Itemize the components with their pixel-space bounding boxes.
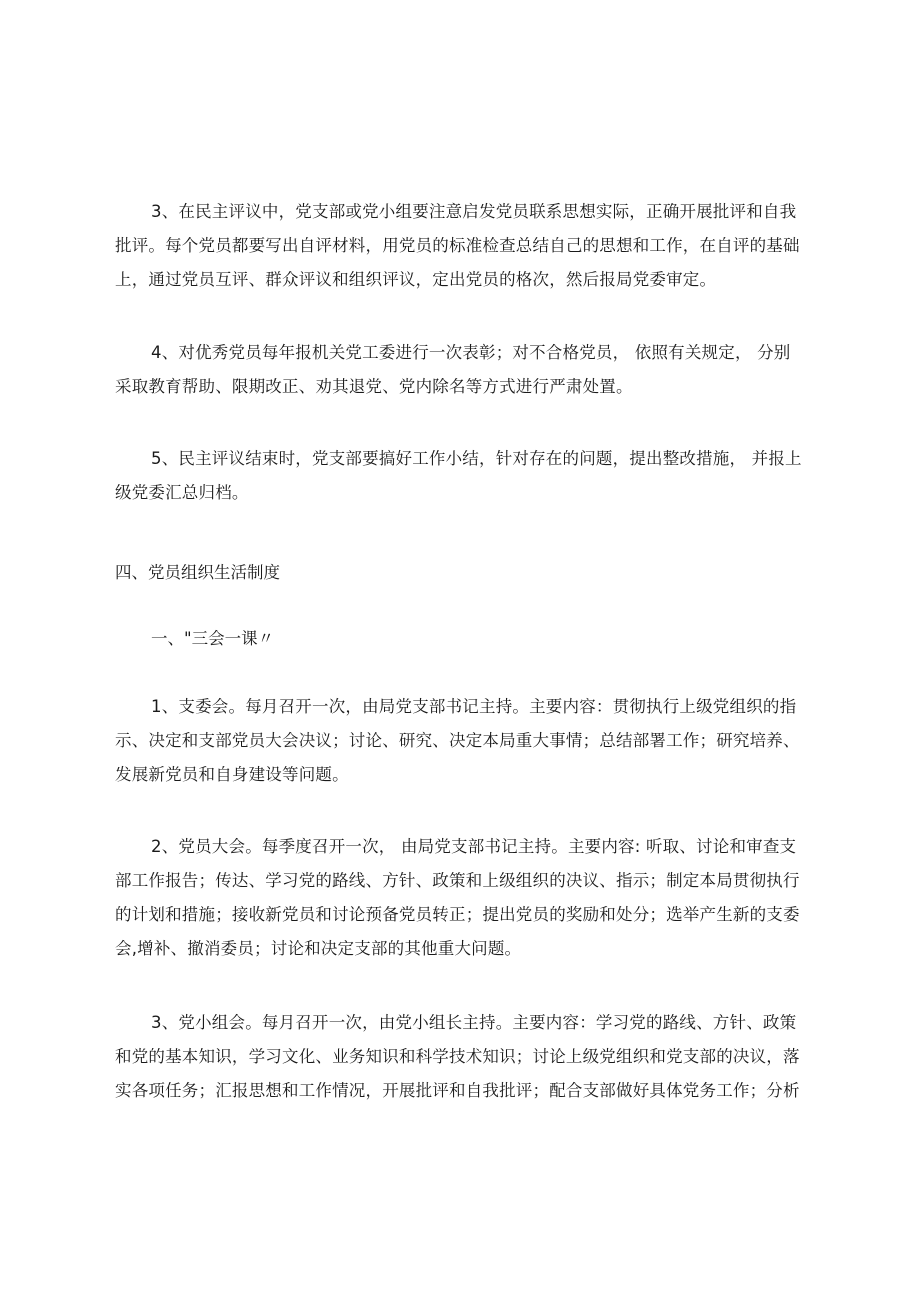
- text-line: 部工作报告；传达、学习党的路线、方针、政策和上级组织的决议、指示；制定本局贯彻执行: [115, 871, 800, 890]
- paragraph-member-assembly: [115, 830, 815, 966]
- text-line: 会,增补、撤消委员；讨论和决定支部的其他重大问题。: [115, 939, 522, 958]
- text-line: 3、党小组会。每月召开一次，由党小组长主持。主要内容：学习党的路线、方针、政策: [151, 1013, 797, 1032]
- subsection-heading: 一、"三会一课〃: [151, 629, 275, 648]
- text-line: 2、党员大会。每季度召开一次， 由局党支部书记主持。主要内容: 听取、讨论和审查支: [151, 837, 797, 856]
- text-line: 示、决定和支部党员大会决议；讨论、研究、决定本局重大事情；总结部署工作；研究培养、: [115, 731, 800, 750]
- paragraph-group-meeting: [115, 1006, 815, 1108]
- text-line: 级党委汇总归档。: [115, 483, 249, 502]
- text-line: 4、对优秀党员每年报机关党工委进行一次表彰；对不合格党员， 依照有关规定， 分别: [151, 343, 791, 362]
- text-line: 5、民主评议结束时，党支部要搞好工作小结，针对存在的问题，提出整改措施， 并报上: [151, 449, 802, 468]
- text-line: 的计划和措施；接收新党员和讨论预备党员转正；提出党员的奖励和处分；选举产生新的支委: [115, 905, 800, 924]
- section-heading: 四、党员组织生活制度: [115, 563, 280, 582]
- text-line: 和党的基本知识，学习文化、业务知识和科学技术知识；讨论上级党组织和党支部的决议，落: [115, 1047, 800, 1066]
- paragraph-democratic-review: [115, 195, 815, 297]
- paragraph-committee-meeting: [115, 690, 815, 792]
- paragraph-commendation: [115, 336, 815, 404]
- paragraph-review-summary: [115, 442, 815, 510]
- text-line: 发展新党员和自身建设等问题。: [115, 765, 349, 784]
- text-line: 3、在民主评议中，党支部或党小组要注意启发党员联系思想实际，正确开展批评和自我: [151, 202, 797, 221]
- text-line: 1、支委会。每月召开一次，由局党支部书记主持。主要内容：贯彻执行上级党组织的指: [151, 697, 797, 716]
- text-line: 实各项任务；汇报思想和工作情况，开展批评和自我批评；配合支部做好具体党务工作；分析: [115, 1081, 800, 1100]
- text-line: 批评。每个党员都要写出自评材料，用党员的标准检查总结自己的思想和工作，在自评的基础: [115, 236, 800, 255]
- text-line: 上，通过党员互评、群众评议和组织评议，定出党员的格次，然后报局党委审定。: [115, 270, 717, 289]
- text-line: 采取教育帮助、限期改正、劝其退党、党内除名等方式进行严肃处置。: [115, 377, 633, 396]
